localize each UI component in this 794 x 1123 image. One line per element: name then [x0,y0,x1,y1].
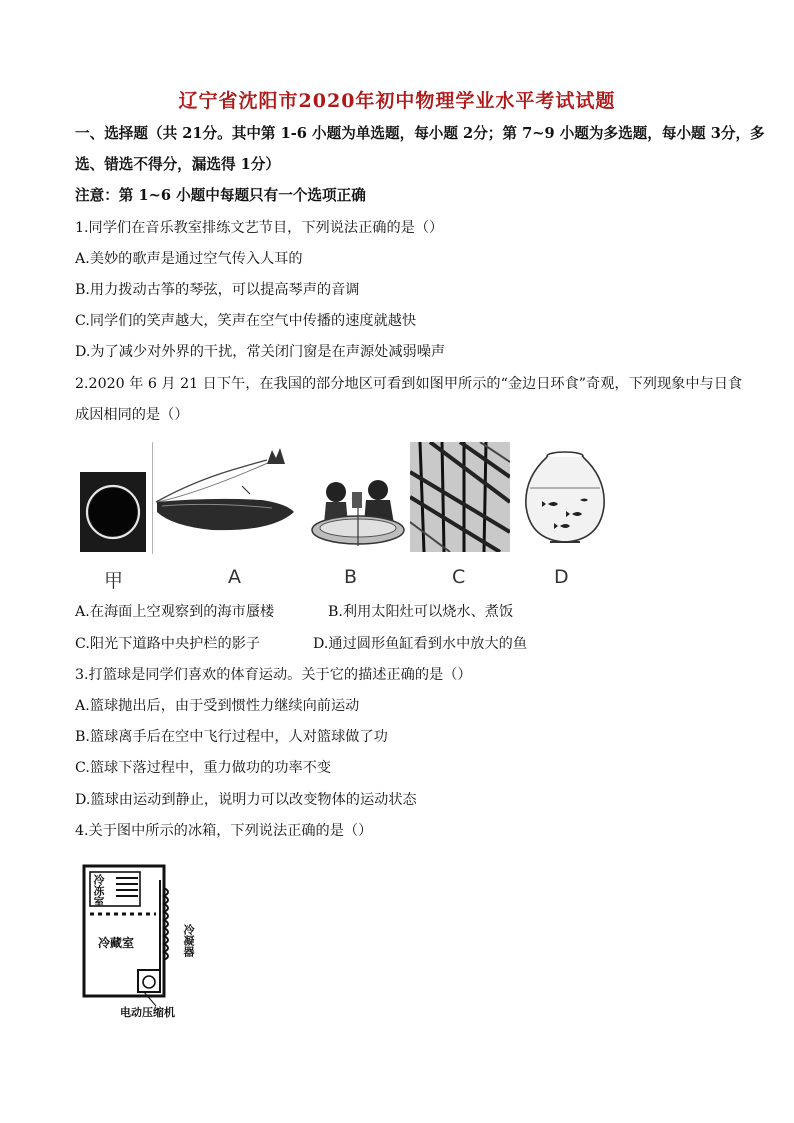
fish-bowl-image [520,448,610,548]
figure-label-b: B [344,566,358,588]
freezer-label: 冷冻室 [92,874,105,907]
eclipse-image [80,472,146,552]
question-2-stem-line1: 2.2020 年 6 月 21 日下午，在我国的部分地区可看到如图甲所示的“金边日环食”奇观，下列现象中与日食 [75,376,743,392]
question-2-stem-line2: 成因相同的是（） [75,407,189,423]
question-2-option-d: D.通过圆形鱼缸看到水中放大的鱼 [313,636,528,652]
mirage-image [152,442,302,554]
compressor-label: 电动压缩机 [120,1006,175,1019]
question-3-option-b: B.篮球离手后在空中飞行过程中，人对篮球做了功 [75,729,388,745]
section-note: 注意：第 1~6 小题中每题只有一个选项正确 [75,187,366,204]
question-4-stem: 4.关于图中所示的冰箱，下列说法正确的是（） [75,823,373,839]
figure-label-jia: 甲 [104,570,124,592]
section-heading-line2: 选、错选不得分，漏选得 1分） [75,156,280,173]
section-heading-line1: 一、选择题（共 21分。其中第 1-6 小题为单选题，每小题 2分；第 7~9 小题为多选题，每小题 3分，多 [75,125,765,142]
guardrail-shadow-image [410,442,510,552]
figure-label-d: D [554,566,569,588]
figure-label-a: A [228,566,241,588]
question-1-option-b: B.用力拨动古筝的琴弦，可以提高琴声的音调 [75,282,360,298]
figure-label-c: C [452,566,466,588]
question-1-option-d: D.为了减少对外界的干扰，常关闭门窗是在声源处减弱噪声 [75,344,446,360]
question-3-option-d: D.篮球由运动到静止，说明力可以改变物体的运动状态 [75,792,417,808]
question-2-option-c: C.阳光下道路中央护栏的影子 [75,636,261,652]
question-2-option-a: A.在海面上空观察到的海市蜃楼 [75,604,275,620]
question-2-figure [80,442,610,590]
question-2-option-b: B.利用太阳灶可以烧水、煮饭 [328,604,514,620]
refrigerator-diagram [76,858,216,1023]
page-title: 辽宁省沈阳市2020年初中物理学业水平考试试题 [178,90,616,112]
question-3-option-c: C.篮球下落过程中，重力做功的功率不变 [75,760,332,776]
question-3-stem: 3.打篮球是同学们喜欢的体育运动。关于它的描述正确的是（） [75,667,472,683]
question-1-stem: 1.同学们在音乐教室排练文艺节目，下列说法正确的是（） [75,220,444,236]
question-3-option-a: A.篮球抛出后，由于受到惯性力继续向前运动 [75,698,360,714]
question-1-option-c: C.同学们的笑声越大，笑声在空气中传播的速度就越快 [75,313,417,329]
condenser-label: 冷凝器 [182,924,195,957]
fridge-compartment-label: 冷藏室 [98,936,135,950]
question-1-option-a: A.美妙的歌声是通过空气传入人耳的 [75,251,303,267]
solar-cooker-image [308,462,408,557]
